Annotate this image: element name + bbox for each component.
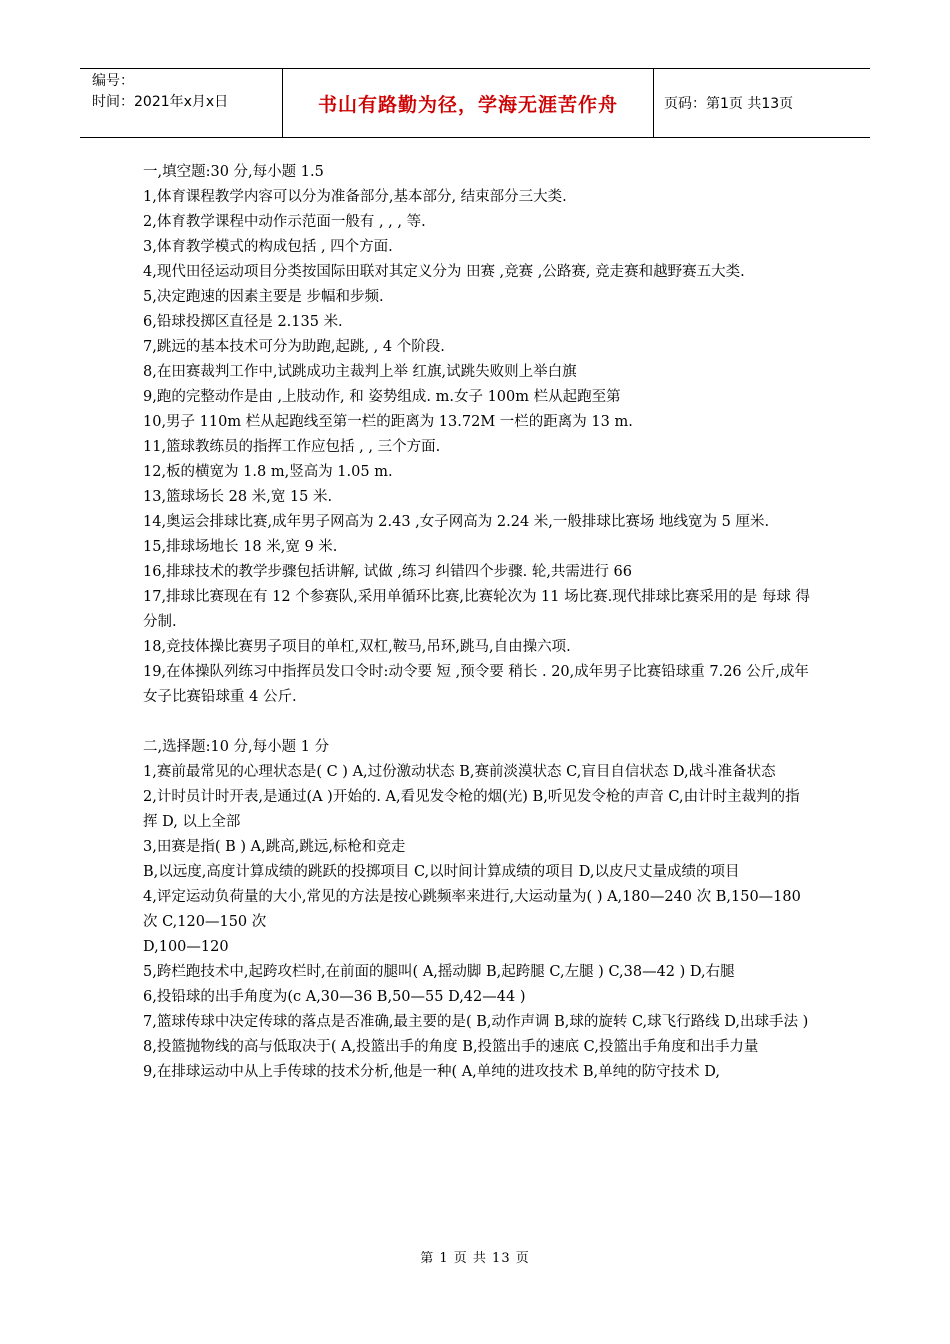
question-line: 8,在田赛裁判工作中,试跳成功主裁判上举 红旗,试跳失败则上举白旗: [143, 364, 577, 380]
question-line: 16,排球技术的教学步骤包括讲解, 试做 ,练习 纠错四个步骤. 轮,共需进行 66: [143, 564, 632, 580]
question-line: 9,在排球运动中从上手传球的技术分析,他是一种( A,单纯的进攻技术 B,单纯的防守技术 D,: [143, 1064, 720, 1080]
question-line: 4,现代田径运动项目分类按国际田联对其定义分为 田赛 ,竞赛 ,公路赛, 竞走赛和越野赛五大类.: [143, 264, 745, 280]
motto: 书山有路勤为径，学海无涯苦作舟: [317, 93, 618, 116]
question-line: 19,在体操队列练习中指挥员发口令时:动令要 短 ,预令要 稍长 . 20,成年男子比赛铅球重 7.26 公斤,成年女子比赛铅球重 4 公斤.: [143, 664, 809, 705]
question-line: 10,男子 110m 栏从起跑线至第一栏的距离为 13.72M 一栏的距离为 13 m.: [143, 414, 633, 430]
question-line: D,100—120: [143, 939, 229, 955]
serial-label: 编号：: [92, 73, 134, 89]
question-line: B,以远度,高度计算成绩的跳跃的投掷项目 C,以时间计算成绩的项目 D,以皮尺丈量成绩的项目: [143, 864, 740, 880]
page-header: [80, 68, 870, 138]
document-body: [143, 160, 810, 1085]
question-line: 13,篮球场长 28 米,宽 15 米.: [143, 489, 333, 505]
question-line: 7,跳远的基本技术可分为助跑,起跳, , 4 个阶段.: [143, 339, 445, 355]
question-line: 1,赛前最常见的心理状态是( C ) A,过份激动状态 B,赛前淡漠状态 C,盲目自信状态 D,战斗准备状态: [143, 764, 776, 780]
question-line: 5,决定跑速的因素主要是 步幅和步频.: [143, 289, 384, 305]
question-line: 5,跨栏跑技术中,起跨攻栏时,在前面的腿叫( A,摇动脚 B,起跨腿 C,左腿 ) C,38—42 ) D,右腿: [143, 964, 735, 980]
question-line: 2,计时员计时开表,是通过(A )开始的. A,看见发令枪的烟(光) B,听见发令枪的声音 C,由计时主裁判的指挥 D, 以上全部: [143, 789, 800, 830]
question-line: 17,排球比赛现在有 12 个参赛队,采用单循环比赛,比赛轮次为 11 场比赛.现代排球比赛采用的是 每球 得分制.: [143, 589, 810, 630]
question-line: 3,体育教学模式的构成包括 , 四个方面.: [143, 239, 393, 255]
question-line: 11,篮球教练员的指挥工作应包括 , , 三个方面.: [143, 439, 441, 455]
question-line: 6,投铅球的出手角度为(c A,30—36 B,50—55 D,42—44 ): [143, 989, 526, 1005]
question-line: 3,田赛是指( B ) A,跳高,跳远,标枪和竞走: [143, 839, 406, 855]
question-line: 6,铅球投掷区直径是 2.135 米.: [143, 314, 343, 330]
question-line: 18,竞技体操比赛男子项目的单杠,双杠,鞍马,吊环,跳马,自由操六项.: [143, 639, 571, 655]
section-title: 一,填空题:30 分,每小题 1.5: [143, 164, 324, 180]
question-line: 8,投篮抛物线的高与低取决于( A,投篮出手的角度 B,投篮出手的速底 C,投篮出手角度和出手力量: [143, 1039, 759, 1055]
header-motto-cell: [282, 69, 654, 137]
question-line: 2,体育教学课程中动作示范面一般有 , , , 等.: [143, 214, 426, 230]
section-gap: [143, 710, 810, 735]
question-line: 4,评定运动负荷量的大小,常见的方法是按心跳频率来进行,大运动量为( ) A,180—240 次 B,150—180 次 C,120—150 次: [143, 889, 801, 930]
section-fill-in: [143, 185, 810, 710]
question-line: 1,体育课程教学内容可以分为准备部分,基本部分, 结束部分三大类.: [143, 189, 567, 205]
header-meta: [80, 69, 282, 137]
section-title: 二,选择题:10 分,每小题 1 分: [143, 739, 330, 755]
question-line: 7,篮球传球中决定传球的落点是否准确,最主要的是( B,动作声调 B,球的旋转 C,球飞行路线 D,出球手法 ): [143, 1014, 809, 1030]
question-line: 9,跑的完整动作是由 ,上肢动作, 和 姿势组成. m.女子 100m 栏从起跑至第: [143, 389, 621, 405]
page-info: 页码：第1页 共13页: [664, 96, 794, 112]
page-footer: 第 1 页 共 13 页: [420, 1251, 530, 1266]
question-line: 15,排球场地长 18 米,宽 9 米.: [143, 539, 338, 555]
question-line: 14,奥运会排球比赛,成年男子网高为 2.43 ,女子网高为 2.24 米,一般排球比赛场 地线宽为 5 厘米.: [143, 514, 770, 530]
header-page-cell: [654, 69, 870, 137]
date-line: 时间：2021年x月x日: [92, 94, 229, 110]
section-choice: [143, 760, 810, 1085]
question-line: 12,板的横宽为 1.8 m,竖高为 1.05 m.: [143, 464, 393, 480]
